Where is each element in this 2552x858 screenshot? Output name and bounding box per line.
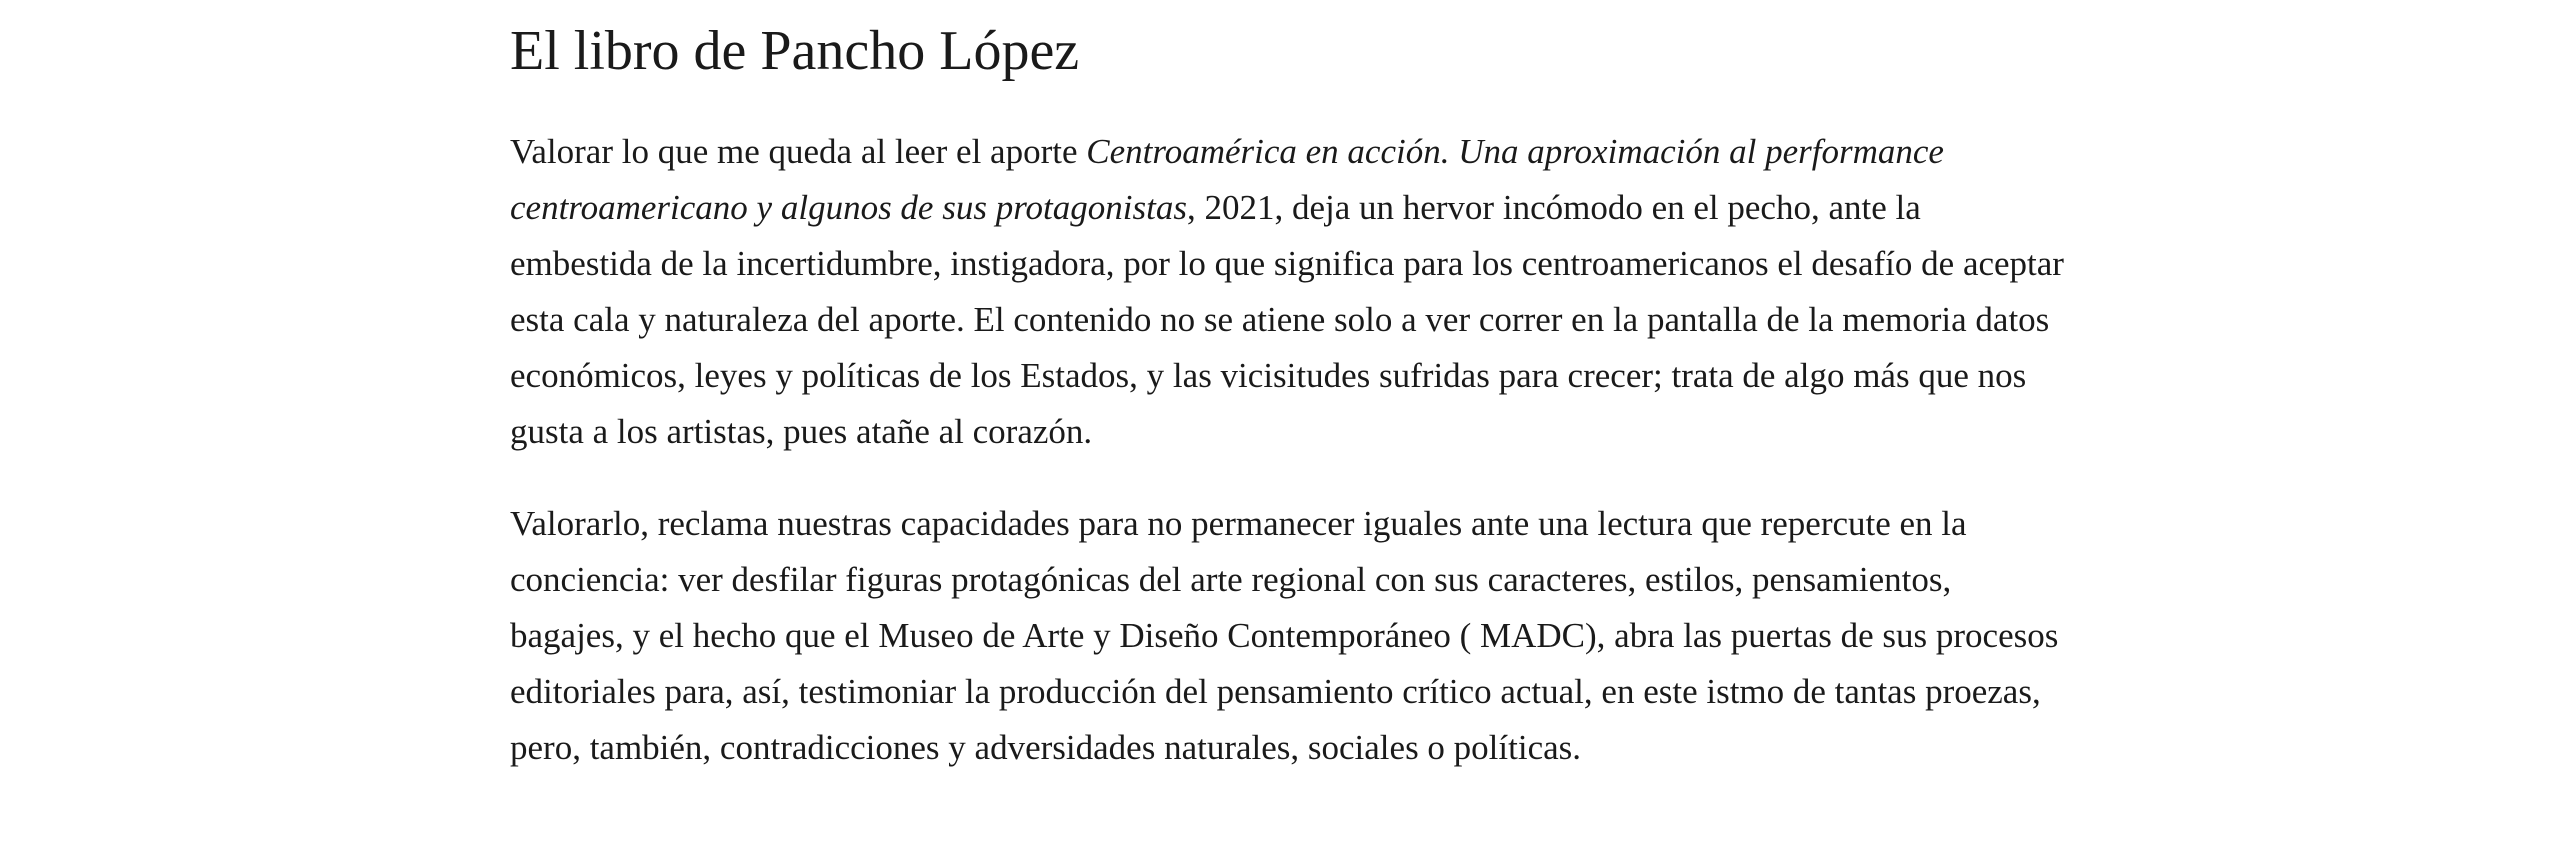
paragraph-1-rest: , 2021, deja un hervor incómodo en el pecho, ante la embestida de la incertidumbre, instigadora, por lo que significa para los centroamericanos el desafío de aceptar esta cala y naturaleza del aporte. El contenido no se atiene solo a ver correr en la pantalla de la memoria datos económicos, leyes y políticas de los Estados, y las vicisitudes sufridas para crecer; trata de algo más que nos gusta a los artistas, pues atañe al corazón.	[510, 188, 2064, 451]
article-title: El libro de Pancho López	[510, 20, 1080, 82]
paragraph-1-intro: Valorar lo que me queda al leer el aporte	[510, 132, 1087, 171]
book-title-italic: Centroamérica en acción. Una aproximación al performance centroamericano y algunos de sus protagonistas	[510, 132, 1944, 227]
article	[510, 0, 2070, 776]
article-paragraph-2: Valorarlo, reclama nuestras capacidades para no permanecer iguales ante una lectura que repercute en la conciencia: ver desfilar figuras protagónicas del arte regional con sus caracteres, estilos, pensamientos, bagajes, y el hecho que el Museo de Arte y Diseño Contemporáneo ( MADC), abra las puertas de sus procesos editoriales para, así, testimoniar la producción del pensamiento crítico actual, en este istmo de tantas proezas, pero, también, contradicciones y adversidades naturales, sociales o políticas.	[510, 504, 2059, 767]
article-paragraph-1	[510, 124, 2070, 460]
